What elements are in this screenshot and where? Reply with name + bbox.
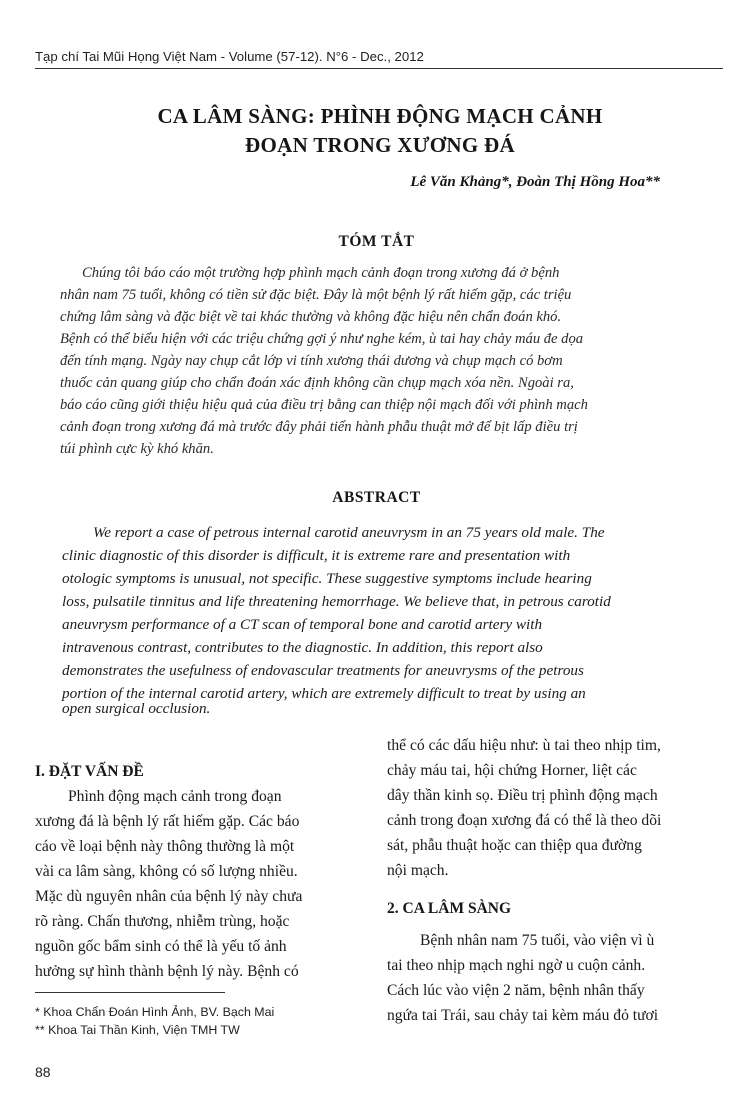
tom-tat-line: chứng lâm sàng và đặc biệt về tai khác thường và không đặc hiệu nên chẩn đoán khó. xyxy=(60,309,562,325)
body-line: nội mạch. xyxy=(387,862,449,879)
body-line: tai theo nhịp mạch nghi ngờ u cuộn cảnh. xyxy=(387,957,646,974)
footnote-1: * Khoa Chẩn Đoán Hình Ảnh, BV. Bạch Mai xyxy=(35,1005,275,1019)
section-heading-dat-van-de: I. ĐẶT VẤN ĐỀ xyxy=(35,763,144,780)
body-line: Bệnh nhân nam 75 tuổi, vào viện vì ù xyxy=(420,932,655,949)
abstract-line: otologic symptoms is unusual, not specific. These suggestive symptoms include hearing xyxy=(62,570,592,587)
abstract-line: demonstrates the usefulness of endovascular treatments for aneuvrysms of the petrous xyxy=(62,662,584,679)
abstract-line: open surgical occlusion. xyxy=(62,700,211,717)
body-line: sát, phẫu thuật hoặc can thiệp qua đường xyxy=(387,837,642,854)
body-line: cảnh trong đoạn xương đá có thể là theo dõi xyxy=(387,812,662,829)
body-line: Cách lúc vào viện 2 năm, bệnh nhân thấy xyxy=(387,982,645,999)
section-heading-ca-lam-sang: 2. CA LÂM SÀNG xyxy=(387,900,512,917)
abstract-heading: ABSTRACT xyxy=(332,489,421,506)
tom-tat-line: Chúng tôi báo cáo một trường hợp phình mạch cảnh đoạn trong xương đá ở bệnh xyxy=(82,265,560,281)
body-line: nguồn gốc bẩm sinh có thể là yếu tố ảnh xyxy=(35,938,287,955)
body-line: Phình động mạch cảnh trong đoạn xyxy=(68,788,282,805)
abstract-line: aneuvrysm performance of a CT scan of temporal bone and carotid artery with xyxy=(62,616,543,633)
tom-tat-line: báo cáo cũng giới thiệu hiệu quả của điều trị bằng can thiệp nội mạch đối với phình mạch xyxy=(60,397,588,413)
header-rule xyxy=(35,68,723,69)
abstract-line: We report a case of petrous internal carotid aneuvrysm in an 75 years old male. The xyxy=(93,524,605,541)
tom-tat-heading: TÓM TẮT xyxy=(338,233,415,250)
page-number: 88 xyxy=(35,1064,51,1080)
tom-tat-line: Bệnh có thể biểu hiện với các triệu chứng gợi ý như nghe kém, ù tai hay chảy máu đe dọa xyxy=(60,331,584,347)
abstract-line: portion of the internal carotid artery, which are extremely difficult to treat by using an xyxy=(62,685,586,702)
body-line: vài ca lâm sàng, không có số lượng nhiều. xyxy=(35,863,298,880)
body-line: hưởng sự hình thành bệnh lý này. Bệnh có xyxy=(35,963,299,980)
footnote-2: ** Khoa Tai Thần Kinh, Viện TMH TW xyxy=(35,1023,240,1037)
article-title-line-1: CA LÂM SÀNG: PHÌNH ĐỘNG MẠCH CẢNH xyxy=(157,104,603,128)
body-line: rõ ràng. Chấn thương, nhiễm trùng, hoặc xyxy=(35,913,290,930)
footnote-rule xyxy=(35,992,225,993)
authors: Lê Văn Khảng*, Đoàn Thị Hồng Hoa** xyxy=(410,174,660,190)
body-line: dây thần kinh sọ. Điều trị phình động mạch xyxy=(387,787,658,804)
abstract-line: loss, pulsatile tinnitus and life threatening hemorrhage. We believe that, in petrous carotid xyxy=(62,593,611,610)
tom-tat-line: thuốc cản quang giúp cho chẩn đoán xác định không cần chụp mạch xóa nền. Ngoài ra, xyxy=(60,375,574,391)
abstract-line: intravenous contrast, contributes to the diagnostic. In addition, this report also xyxy=(62,639,543,656)
body-line: ngứa tai Trái, sau chảy tai kèm máu đỏ tươi xyxy=(387,1007,659,1024)
tom-tat-line: cảnh đoạn trong xương đá mà trước đây phải tiến hành phẫu thuật mở để bịt lấp điều trị xyxy=(60,419,578,435)
tom-tat-line: đến tính mạng. Ngày nay chụp cắt lớp vi tính xương thái dương và chụp mạch có bơm xyxy=(60,353,563,369)
body-line: cáo về loại bệnh này thông thường là một xyxy=(35,838,295,855)
body-line: Mặc dù nguyên nhân của bệnh lý này chưa xyxy=(35,888,303,905)
tom-tat-line: túi phình cực kỳ khó khăn. xyxy=(60,441,214,457)
body-line: chảy máu tai, hội chứng Horner, liệt các xyxy=(387,762,637,779)
tom-tat-line: nhân nam 75 tuổi, không có tiền sử đặc biệt. Đây là một bệnh lý rất hiếm gặp, các triệu xyxy=(60,287,572,303)
abstract-line: clinic diagnostic of this disorder is difficult, it is extreme rare and presentation with xyxy=(62,547,571,564)
body-line: xương đá là bệnh lý rất hiếm gặp. Các báo xyxy=(35,813,300,830)
body-line: thể có các dấu hiệu như: ù tai theo nhịp tim, xyxy=(387,737,661,754)
running-head: Tạp chí Tai Mũi Họng Việt Nam - Volume (57-12). N°6 - Dec., 2012 xyxy=(35,49,424,64)
article-title-line-2: ĐOẠN TRONG XƯƠNG ĐÁ xyxy=(245,133,515,157)
